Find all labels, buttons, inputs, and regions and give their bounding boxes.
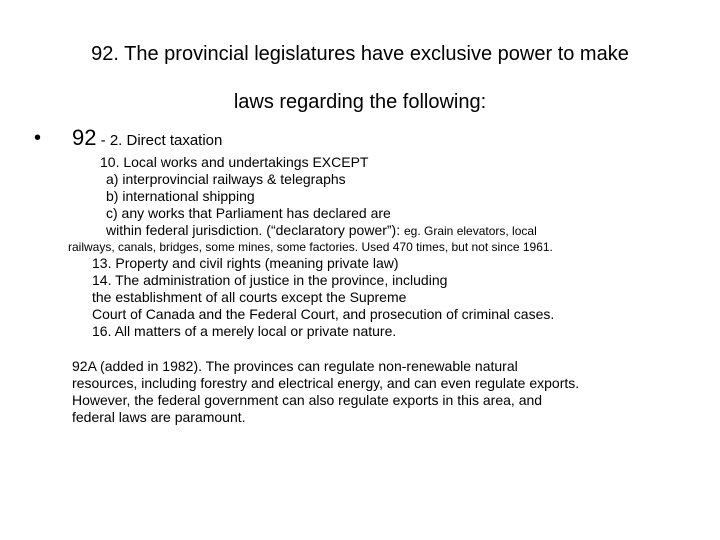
list-item: a) interprovincial railways & telegraphs bbox=[106, 171, 346, 187]
bullet-section-number: 92 bbox=[72, 125, 97, 150]
bullet-icon: • bbox=[34, 127, 42, 149]
list-item: 13. Property and civil rights (meaning private law) bbox=[92, 255, 399, 271]
list-item: b) international shipping bbox=[106, 188, 255, 204]
list-item: 10. Local works and undertakings EXCEPT bbox=[100, 154, 369, 170]
list-item: 16. All matters of a merely local or private nature. bbox=[92, 323, 397, 339]
section-92a-paragraph bbox=[72, 358, 692, 426]
title-line-1 bbox=[0, 30, 720, 78]
slide-title bbox=[0, 30, 720, 126]
title-line-2: laws regarding the following: bbox=[233, 91, 487, 113]
list-item: c) any works that Parliament has declared are bbox=[106, 205, 391, 221]
example-inline-text: eg. Grain elevators, local bbox=[404, 224, 537, 238]
bullet-heading-text: - 2. Direct taxation bbox=[96, 132, 223, 149]
title-section-number: 92 bbox=[91, 43, 114, 65]
paragraph-line: 92A (added in 1982). The provinces can regulate non-renewable natural bbox=[72, 358, 518, 374]
bullet-heading bbox=[72, 126, 222, 153]
paragraph-line: resources, including forestry and electrical energy, and can even regulate exports. bbox=[72, 375, 580, 391]
example-continuation: railways, canals, bridges, some mines, some factories. Used 470 times, but not since 1961. bbox=[68, 240, 553, 254]
list-item: the establishment of all courts except the Supreme bbox=[92, 289, 407, 305]
paragraph-line: However, the federal government can also regulate exports in this area, and bbox=[72, 392, 543, 408]
declaratory-power-text: within federal jurisdiction. (“declaratory power”): bbox=[106, 222, 404, 238]
list-item bbox=[106, 222, 537, 240]
title-line-1-text: . The provincial legislatures have exclusive power to make bbox=[113, 43, 629, 65]
list-item: 14. The administration of justice in the province, including bbox=[92, 272, 448, 288]
list-item: Court of Canada and the Federal Court, and prosecution of criminal cases. bbox=[92, 306, 555, 322]
paragraph-line: federal laws are paramount. bbox=[72, 409, 246, 425]
